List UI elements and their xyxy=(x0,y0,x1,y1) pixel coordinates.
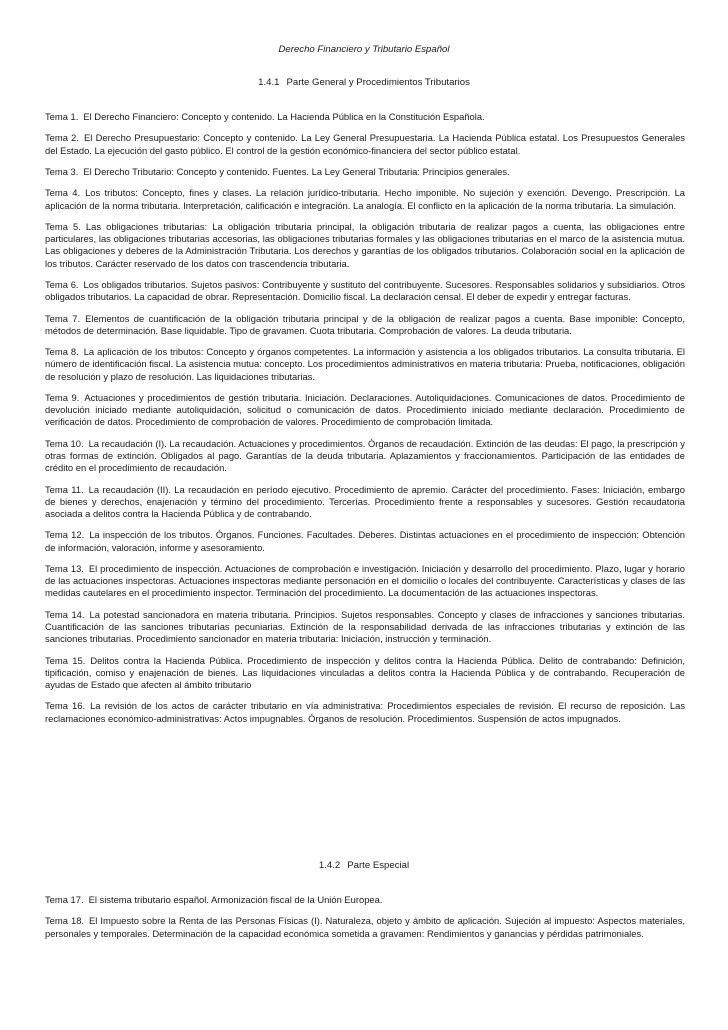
tema-item xyxy=(45,221,685,270)
tema-text: Actuaciones y procedimientos de gestión tributaria. Iniciación. Declaraciones. Autoliquidaciones. Comunicaciones de datos. Procedimiento de devolución iniciado mediante autoliquidación, solicitud o comunicación de datos. Procedimiento iniciado mediante declaración. Procedimiento de verificación de datos. Procedimiento de comprobación de valores. Procedimiento de comprobación limitada. xyxy=(45,391,685,428)
tema-list-especial xyxy=(45,894,685,949)
tema-item xyxy=(45,484,685,521)
tema-item xyxy=(45,187,685,211)
tema-item xyxy=(45,529,685,553)
tema-item xyxy=(45,894,685,906)
tema-label: Tema 5. xyxy=(45,220,81,232)
tema-label: Tema 15. xyxy=(45,654,86,666)
tema-item xyxy=(45,132,685,156)
tema-item xyxy=(45,700,685,724)
tema-item xyxy=(45,563,685,600)
section-number: 1.4.1 xyxy=(258,77,280,88)
tema-label: Tema 18. xyxy=(45,915,85,927)
tema-item xyxy=(45,655,685,692)
tema-text: El Derecho Financiero: Concepto y contenido. La Hacienda Pública en la Constitución Española. xyxy=(83,111,485,122)
tema-item xyxy=(45,346,685,383)
tema-label: Tema 4. xyxy=(45,187,81,199)
tema-text: El Derecho Tributario: Concepto y contenido. Fuentes. La Ley General Tributaria: Principios generales. xyxy=(83,165,510,177)
section-heading-general xyxy=(0,77,728,89)
tema-text: Los obligados tributarios. Sujetos pasivos: Contribuyente y sustituto del contribuyente. Sucesores. Responsables solidarios y subsidiarios. Otros obligados tributarios. La capacidad de obrar. Representación. Domicilio fiscal. La declaración censal. El deber de expedir y entregar facturas. xyxy=(45,278,685,303)
tema-text: La aplicación de los tributos: Concepto y órganos competentes. La información y asistencia a los obligados tributarios. La consulta tributaria. El número de identificación fiscal. La asistencia mutua: concepto. Los procedimientos administrativos en materia tributaria: Prueba, notificaciones, obligación de resolución y plazo de resolución. Las liquidaciones tributarias. xyxy=(45,346,685,382)
tema-text: El sistema tributario español. Armonización fiscal de la Unión Europea. xyxy=(88,894,383,905)
tema-label: Tema 14. xyxy=(45,608,85,620)
tema-text: Los tributos: Concepto, fines y clases. La relación jurídico-tributaria. Hecho imponible. No sujeción y exención. Devengo. Prescripción. La aplicación de la norma tributaria. Interpretación, calificación e integración. La analogía. El conflicto en la aplicación de la norma tributaria. La simulación. xyxy=(45,187,685,211)
tema-text: Delitos contra la Hacienda Pública. Procedimiento de inspección y delitos contra la Hacienda Pública. Delito de contrabando: Definición, tipificación, comiso y enajenación de bienes. Las liquidaciones vinculadas a delitos contra la Hacienda Pública y de contrabando. Recuperación de ayudas de Estado que afecten al ámbito tributario xyxy=(45,654,685,690)
tema-item xyxy=(45,279,685,303)
section-title: Parte Especial xyxy=(347,860,410,871)
tema-item xyxy=(45,915,685,939)
tema-item xyxy=(45,111,685,123)
tema-text: El Derecho Presupuestario: Concepto y contenido. La Ley General Presupuestaria. La Hacienda Pública estatal. Los Presupuestos Generales del Estado. La ejecución del gasto público. El control de la gestión económico-financiera del sector público estatal. xyxy=(45,132,685,156)
tema-label: Tema 3. xyxy=(45,165,79,177)
tema-label: Tema 10. xyxy=(45,437,84,449)
tema-text: El procedimiento de inspección. Actuaciones de comprobación e investigación. Iniciación y desarrollo del procedimiento. Plazo, lugar y horario de las actuaciones inspectoras. Actuaciones inspectoras mediante personación en el domicilio o locales del contribuyente. Características y clases de las medidas cautelares en el procedimiento inspector. Terminación del procedimiento. La documentación de las actuaciones inspectoras. xyxy=(45,562,686,599)
tema-label: Tema 16. xyxy=(45,700,86,712)
tema-label: Tema 1. xyxy=(45,111,79,122)
tema-label: Tema 9. xyxy=(45,391,80,403)
tema-label: Tema 13. xyxy=(45,562,84,574)
tema-label: Tema 17. xyxy=(45,894,84,905)
tema-label: Tema 11. xyxy=(45,483,84,495)
tema-item xyxy=(45,166,685,178)
tema-text: La inspección de los tributos. Órganos. Funciones. Facultades. Deberes. Distintas actuaciones en el procedimiento de inspección: Obtención de información, valoración, informe y asesoramiento. xyxy=(45,529,686,553)
tema-label: Tema 6. xyxy=(45,278,79,290)
tema-text: La recaudación (II). La recaudación en período ejecutivo. Procedimiento de apremio. Carácter del procedimiento. Fases: Iniciación, embargo de bienes y derechos, enajenación y término del procedimiento. Tercerías. Procedimiento frente a responsables y sucesores. Gestión recaudatoria asociada a delitos contra la Hacienda Pública y de contrabando. xyxy=(45,483,685,519)
tema-item xyxy=(45,313,685,337)
section-title: Parte General y Procedimientos Tributarios xyxy=(286,77,470,88)
tema-text: La recaudación (I). La recaudación. Actuaciones y procedimientos. Órganos de recaudación. Extinción de las deudas: El pago, la prescripción y otras formas de extinción. Obligados al pago. Garantías de la deuda tributaria. Aplazamientos y fraccionamientos. Participación de las entidades de crédito en el procedimiento de recaudación. xyxy=(45,437,685,474)
tema-label: Tema 8. xyxy=(45,346,79,358)
tema-label: Tema 7. xyxy=(45,312,81,324)
tema-item xyxy=(45,609,685,646)
tema-label: Tema 12. xyxy=(45,529,85,541)
tema-text: El Impuesto sobre la Renta de las Personas Físicas (I). Naturaleza, objeto y ámbito de aplicación. Sujeción al impuesto: Aspectos materiales, personales y temporales. Determinación de la capacidad económica sometida a gravamen: Rendimientos y ganancias y pérdidas patrimoniales. xyxy=(45,915,685,939)
tema-text: Elementos de cuantificación de la obligación tributaria principal y de la obligación de realizar pagos a cuenta. Base imponible: Concepto, métodos de determinación. Base liquidable. Tipo de gravamen. Cuota tributaria. Comprobación de valores. La deuda tributaria. xyxy=(45,312,685,336)
section-number: 1.4.2 xyxy=(318,860,341,871)
tema-item xyxy=(45,392,685,429)
document-title: Derecho Financiero y Tributario Español xyxy=(278,44,450,55)
tema-text: La potestad sancionadora en materia tributaria. Principios. Sujetos responsables. Concepto y clases de infracciones y sanciones tributarias. Cuantificación de las sanciones tributarias pecuniarias. Extinción de la responsabilidad derivada de las infracciones tributarias y extinción de las sanciones tributarias. Procedimiento sancionador en materia tributaria: Iniciación, instrucción y terminación. xyxy=(45,608,685,645)
tema-item xyxy=(45,438,685,475)
section-heading-especial xyxy=(0,860,728,872)
tema-list-general xyxy=(45,111,685,734)
tema-label: Tema 2. xyxy=(45,132,80,144)
tema-text: Las obligaciones tributarias: La obligación tributaria principal, la obligación tributaria de realizar pagos a cuenta, las obligaciones entre particulares, las obligaciones tributarias accesorias, las obligaciones tributarias formales y las obligaciones tributarias en el marco de la asistencia mutua. Las obligaciones y deberes de la Administración Tributaria. Los derechos y garantías de los obligados tributarios. Colaboración social en la aplicación de los tributos. Carácter reservado de los datos con trascendencia tributaria. xyxy=(45,220,685,269)
tema-text: La revisión de los actos de carácter tributario en vía administrativa: Procedimientos especiales de revisión. El recurso de reposición. Las reclamaciones económico-administrativas: Actos impugnables. Órganos de resolución. Procedimientos. Suspensión de actos impugnados. xyxy=(45,700,686,724)
